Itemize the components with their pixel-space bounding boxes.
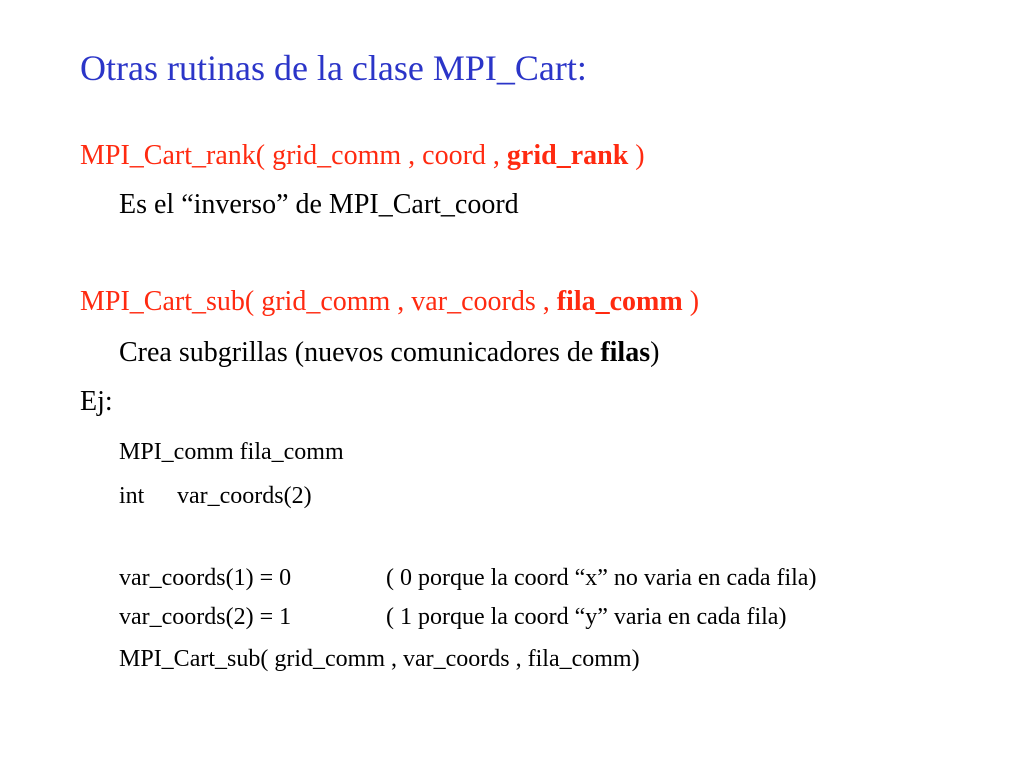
sub-signature-suffix: ) xyxy=(682,286,700,317)
example-call: MPI_Cart_sub( grid_comm , var_coords , fila_comm) xyxy=(119,646,640,672)
example-decl-int xyxy=(119,483,312,509)
assign-2-code: var_coords(2) = 1 xyxy=(119,604,292,630)
mpi-cart-rank-signature xyxy=(80,142,645,170)
example-label: Ej: xyxy=(80,386,113,417)
example-decl-comm: MPI_comm fila_comm xyxy=(119,439,344,465)
rank-output-param: grid_rank xyxy=(506,140,629,171)
rank-signature-suffix: ) xyxy=(628,140,645,171)
sub-output-param: fila_comm xyxy=(556,286,683,317)
decl-int-var: var_coords(2) xyxy=(177,483,312,509)
sub-signature-prefix: MPI_Cart_sub( grid_comm , var_coords , xyxy=(80,286,557,317)
sub-desc-prefix: Crea subgrillas (nuevos comunicadores de xyxy=(119,337,601,368)
sub-desc-suffix: ) xyxy=(650,337,660,368)
assign-2-comment: ( 1 porque la coord “y” varia en cada fila) xyxy=(386,604,787,630)
rank-signature-prefix: MPI_Cart_rank( grid_comm , coord , xyxy=(80,140,507,171)
sub-description xyxy=(119,339,659,367)
example-assign-2 xyxy=(119,605,919,629)
rank-description: Es el “inverso” de MPI_Cart_coord xyxy=(119,189,519,220)
example-assign-1 xyxy=(119,566,919,590)
decl-int-type: int xyxy=(119,483,145,509)
assign-1-comment: ( 0 porque la coord “x” no varia en cada fila) xyxy=(386,565,817,591)
assign-1-code: var_coords(1) = 0 xyxy=(119,565,292,591)
sub-desc-bold: filas xyxy=(600,337,651,368)
mpi-cart-sub-signature xyxy=(80,288,699,316)
slide-title: Otras rutinas de la clase MPI_Cart: xyxy=(80,48,587,88)
